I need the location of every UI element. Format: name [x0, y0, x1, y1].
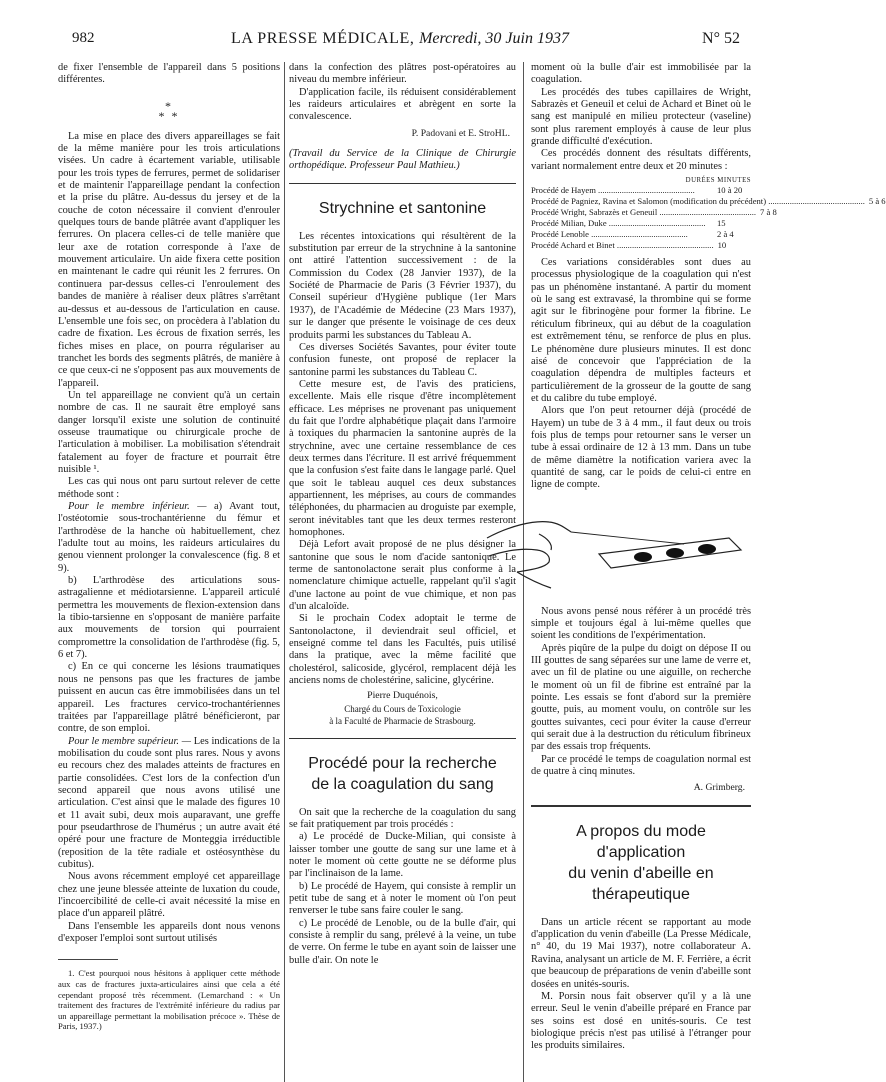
paragraph: Alors que l'on peut retourner déjà (procédé de Hayem) un tube de 3 à 4 mm., il faut deux ou trois fois plus de temps pour retourner sans le verser un tube à essai ordinaire de 12 à 13 mm. Dans un tube de même diamètre la notification variera avec la quantité de sang, car le poids de celui-ci entre en ligne de compte. [531, 405, 751, 491]
author-title: Chargé du Cours de Toxicologie [344, 703, 461, 714]
table-row [531, 240, 751, 251]
affiliation-note: (Travail du Service de la Clinique de Chirurgie orthopédique. Professeur Paul Mathieu.) [289, 148, 516, 172]
paragraph [58, 501, 280, 575]
durations-table [531, 177, 886, 251]
page-header [60, 30, 740, 52]
table-cell-value: 2 à 4 [717, 229, 734, 240]
hand-slide-drawing [479, 498, 749, 600]
column-divider-1 [284, 62, 285, 1082]
subheading: Pour le membre inférieur. — [68, 501, 207, 512]
column-right [531, 62, 886, 1053]
paragraph: c) En ce qui concerne les lésions traumatiques nous ne pensons pas que les fractures de jambe puissent en aucun cas être immobilisées dans un tel appareil. Les fractures cervico-trochantériennes traitées par l'appareillage plâtré bénéficieront, par contre, de son emploi. [58, 661, 280, 735]
table-cell-label: Procédé de Hayem ..... [531, 185, 713, 196]
footnote: 1. C'est pourquoi nous hésitons à appliquer cette méthode aux cas de fractures juxta-articulaires ainsi que cela a été cependant proposé très récemment. (Lemarchand : « Un traitement des fractures de l'extrémité inférieure du radius par un appareillage permettant la mobilisation précoce ». Thèse de Paris, 1937.) [58, 968, 280, 1032]
section-rule [289, 738, 516, 739]
table-header: DURÉES MINUTES [685, 177, 751, 185]
paragraph: moment où la bulle d'air est immobilisée par la coagulation. [531, 62, 751, 86]
paragraph: Ces variations considérables sont dues au processus physiologique de la coagulation qui n'est pas un phénomène instantané. A partir du moment où le sang est extravasé, la thrombine qui se forme agit sur le fibrinogène pour former la fibrine. Le réticulum fibrineux, qui au début de la coagulation est extrêmement ténu, se renforce de plus en plus. Le phénomène dure plusieurs minutes. Il est donc aisé de concevoir que l'appréciation de la coagulation dépendra de multiples facteurs et particulièrement de la grosseur de la goutte de sang et du calibre du tube employé. [531, 257, 751, 404]
blood-drop [666, 548, 684, 558]
section-rule [531, 805, 751, 807]
table-cell-value: 15 [717, 218, 726, 229]
table-row [531, 185, 751, 196]
section-separator: * * * [158, 98, 180, 123]
page-number: 982 [72, 30, 95, 46]
author-signature [289, 690, 516, 727]
paragraph: Nous avons pensé nous référer à un procédé très simple et toujours égal à lui-même quelles que soient les conditions de l'expérimentation. [531, 605, 751, 642]
issue-number: N° 52 [702, 30, 740, 47]
table-cell-value: 10 à 20 [717, 185, 743, 196]
paragraph: D'application facile, ils réduisent considérablement les raideurs articulaires et abrègent en sorte la convalescence. [289, 86, 516, 123]
paragraph: dans la confection des plâtres post-opératoires au niveau du membre inférieur. [289, 62, 516, 86]
article-title-line2: de la coagulation du sang [311, 775, 494, 793]
paragraph: Les cas qui nous ont paru surtout relever de cette méthode sont : [58, 476, 280, 500]
article-title: A propos du mode d'application [576, 822, 706, 861]
table-cell-label: Procédé Achard et Binet ..... [531, 240, 714, 251]
journal-title [60, 30, 740, 48]
table-cell-label: Procédé Lenoble ..... [531, 229, 713, 240]
needle [571, 532, 684, 544]
article-title: Strychnine et santonine [318, 199, 487, 217]
paragraph: Par ce procédé le temps de coagulation normal est de quatre à cinq minutes. [531, 753, 751, 778]
table-row [531, 218, 751, 229]
table-cell-value: 7 à 8 [760, 207, 777, 218]
section-rule [289, 183, 516, 184]
article-title-line2: du venin d'abeille en thérapeutique [568, 864, 714, 903]
paragraph: Après piqûre de la pulpe du doigt on dépose II ou III gouttes de sang séparées sur une lame de verre et, avec un fil de platine ou une aiguille, on recherche le moment où un fil de fibrine est entraîné par la pointe. Les essais se font d'abord sur la première goutte, puis, au moment voulu, on contrôle sur les gouttes suivantes, ceci pour éviter la cause d'erreur qui serait due à la destruction du réticulum fibrineux par des essais trop fréquents. [531, 642, 751, 753]
paragraph: a) Le procédé de Ducke-Milian, qui consiste à laisser tomber une goutte de sang sur une lame et à noter le moment où cette goutte ne se déforme plus par l'inclinaison de la lame. [289, 831, 516, 880]
footnote-rule [58, 959, 118, 960]
author-affiliation: à la Faculté de Pharmacie de Strasbourg. [329, 716, 476, 727]
paragraph-text: Les indications de la mobilisation du coude sont plus rares. Nous y avons eu recours chez des malades atteints de fractures en partie consolidées. C'est lors de la confection d'un second appareil que nous avons utilisé une articulation. C'est ainsi que le malade des figures 10 et 11 avait subi, deux mois auparavant, une greffe pour pseudarthrose de l'humérus ; un autre avait été opéré pour une fracture de Monteggia irréductible (reposition de la tête radiale et ostéosynthèse du cubitus). [58, 735, 280, 870]
table-row [531, 196, 886, 207]
paragraph-text: a) Avant tout, l'ostéotomie sous-trochantérienne du fémur et l'arthrodèse de la hanche où habituellement, chez l'adulte tout au moins, les raideurs articulaires du genou viennent prolonger la convalescence (fig. 8 et 9). [58, 501, 280, 574]
subheading: Pour le membre supérieur. — [68, 735, 191, 747]
coagulation-illustration [531, 498, 751, 600]
paragraph: Nous avons récemment employé cet appareillage chez une jeune blessée atteinte de luxation du coude, l'incoercibilité de celle-ci avait nécessité la mise en place d'un appareil plâtré. [58, 871, 280, 920]
paragraph: Dans l'ensemble les appareils dont nous venons d'exposer l'emploi sont surtout utilisés [58, 920, 280, 945]
issue-date: Mercredi, 30 Juin 1937 [419, 30, 569, 47]
paragraph: Un tel appareillage ne convient qu'à un certain nombre de cas. Il ne saurait être employé sans danger lorsqu'il existe une solution de continuité osseuse traumatique ou chirurgicale proche de l'articulation à mobiliser. La mobilisation s'étendrait fatalement au foyer de fracture et pourrait être nuisible ¹. [58, 389, 280, 475]
author-name: Pierre Duquénois, [367, 690, 438, 702]
paragraph: de fixer l'ensemble de l'appareil dans 5 positions différentes. [58, 62, 280, 86]
article-title: Procédé pour la recherche [308, 754, 497, 772]
paragraph: b) Le procédé de Hayem, qui consiste à remplir un petit tube de sang et à noter le moment où l'on peut renverser le tube sans faire couler le sang. [289, 880, 516, 917]
paragraph: Les procédés des tubes capillaires de Wright, Sabrazès et Geneuil et celui de Achard et Binet où le sang est manipulé en milieu protecteur (vaseline) sont plus rarement employés à cause de leur plus grande difficulté d'exécution. [531, 86, 751, 148]
table-cell-value: 5 à 6 [868, 196, 886, 207]
paragraph: M. Porsin nous fait observer qu'il y a là une erreur. Seul le venin d'abeille préparé en France par ses soins est dosé en unités-souris. Ce test biologique précis n'est pas utilisé à l'étranger pour les produits similaires. [531, 990, 751, 1052]
table-cell-label: Procédé Milian, Duke ..... [531, 218, 713, 229]
paragraph: Les récentes intoxications qui résultèrent de la substitution par erreur de la strychnine à la santonine ont attiré l'attention successivement : de la Commission du Codex (28 Janvier 1937), de la Société de Pharmacie de Paris (3 Février 1937), du Conseil supérieur d'Hygiène publique (1er Mars 1937), de l'Académie de Médecine (23 Mars 1937), sur le danger que présente le voisinage de ces deux produits parmi les substances du Tableau A. [289, 230, 516, 341]
paragraph: Déjà Lefort avait proposé de ne plus désigner la santonine que sous le nom d'acide santonique. Le terme de santonolactone serait plus conforme à la nomenclature chimique actuelle, rappelant qu'il s'agit d'une lactone au point de vue chimique, et non pas d'un alcaloïde. [289, 539, 516, 613]
paragraph [58, 736, 280, 872]
blood-drop [698, 544, 716, 554]
paragraph: La mise en place des divers appareillages se fait de la même manière pour les trois articulations visées. Un cadre à écartement variable, utilisable pour les trois types de ferrures, permet de solidariser et de maintenir l'appareillage pendant la confection et la prise du plâtre. Au-dessus du jersey et de la couche de coton nécessaire il convient d'enrouler quelques tours de bande plâtrée avant d'appliquer les ferrures. On placera celles-ci de telle manière que leur axe de rotation corresponde à l'axe de mouvement articulaire. Un aide fixera cette position en maintenant le cadre qui réunit les 2 ferrures. On continuera par-dessus celles-ci l'enroulement des bandes de manière à réaliser deux plâtres s'arrêtant au-dessus et au-dessous de l'articulation en cause. L'ensemble une fois sec, on procèdera à l'ablation du cadre de fixation. Les écrous de fixation serrés, les fiches mises en place, on pourra régulariser au tranchet les bords des segments plâtrés, de manière à ce que ceux-ci ne s'opposent pas aux mouvements de l'appareil. [58, 130, 280, 389]
paragraph: Cette mesure est, de l'avis des praticiens, excellente. Mais elle risque d'être incomplètement efficace. Les méprises ne provenant pas uniquement du fait que l'ordre alphabétique plaçait dans l'armoire à toxiques du pharmacien la santonine auprès de la strychnine, avec une certaine ressemblance de ces deux termes dans l'écriture. Il est arrivé fréquemment que la confusion s'est faite dans le langage parlé. Quel que soit le tableau auquel ces deux substances appartiennent, les méprises, au cours de commandes téléphonées, du pharmacien au droguiste par exemple, seront inévitables tant que les deux termes resteront homophones. [289, 378, 516, 538]
paragraph: Ces procédés donnent des résultats différents, variant normalement entre deux et 20 minutes : [531, 148, 751, 172]
table-cell-label: Procédé de Pagniez, Ravina et Salomon (modification du précédent) ..... [531, 196, 865, 207]
table-row [531, 207, 777, 218]
paragraph: Si le prochain Codex adoptait le terme de Santonolactone, il deviendrait seul officiel, et enseigné comme tel dans les Facultés, puis utilisé dans la pratique, avec la même facilité que cholestérol, salicoside, glycérol, remplacent déjà les anciens noms de cholestérine, salicine, glycérine. [289, 613, 516, 687]
paragraph: On sait que la recherche de la coagulation du sang se fait pratiquement par trois procédés : [289, 806, 516, 830]
table-cell-value: 10 [717, 240, 727, 251]
paragraph: c) Le procédé de Lenoble, ou de la bulle d'air, qui consiste à remplir du sang, prélevé à la veine, un tube de verre. On ferme le tube en ayant soin de laisser une bulle d'air. On note le [289, 917, 516, 966]
paragraph: Dans un article récent se rapportant au mode d'application du venin d'abeille (La Presse Médicale, n° 40, du 19 Mai 1937), notre collaborateur A. Ravina, analysant un article de M. F. Ferrière, a écrit que beaucoup de préparations de venin d'abeille sont dosées en unités-souris. [531, 916, 751, 990]
journal-name: LA PRESSE MÉDICALE, [231, 30, 415, 47]
table-cell-label: Procédé Wright, Sabrazès et Geneuil ..... [531, 207, 756, 218]
column-left [58, 62, 280, 1032]
table-row [531, 229, 751, 240]
paragraph: b) L'arthrodèse des articulations sous-astragalienne et médiotarsienne. L'appareil articulé permettra les mouvements de flexion-extension dans la tibio-tarsienne en s'opposant de manière parfaite aux mouvements de torsion qui pourraient compromettre la consolidation de l'arthrodèse (fig. 5, 6 et 7). [58, 575, 280, 661]
author-signature: A. Grimberg. [693, 782, 745, 794]
finger-outline [487, 521, 571, 537]
author-signature: P. Padovani et E. StroHL. [411, 127, 510, 139]
blood-drop [634, 552, 652, 562]
paragraph: Ces diverses Sociétés Savantes, pour éviter toute confusion funeste, ont proposé de replacer la santonine parmi les substances du Tableau C. [289, 341, 516, 378]
